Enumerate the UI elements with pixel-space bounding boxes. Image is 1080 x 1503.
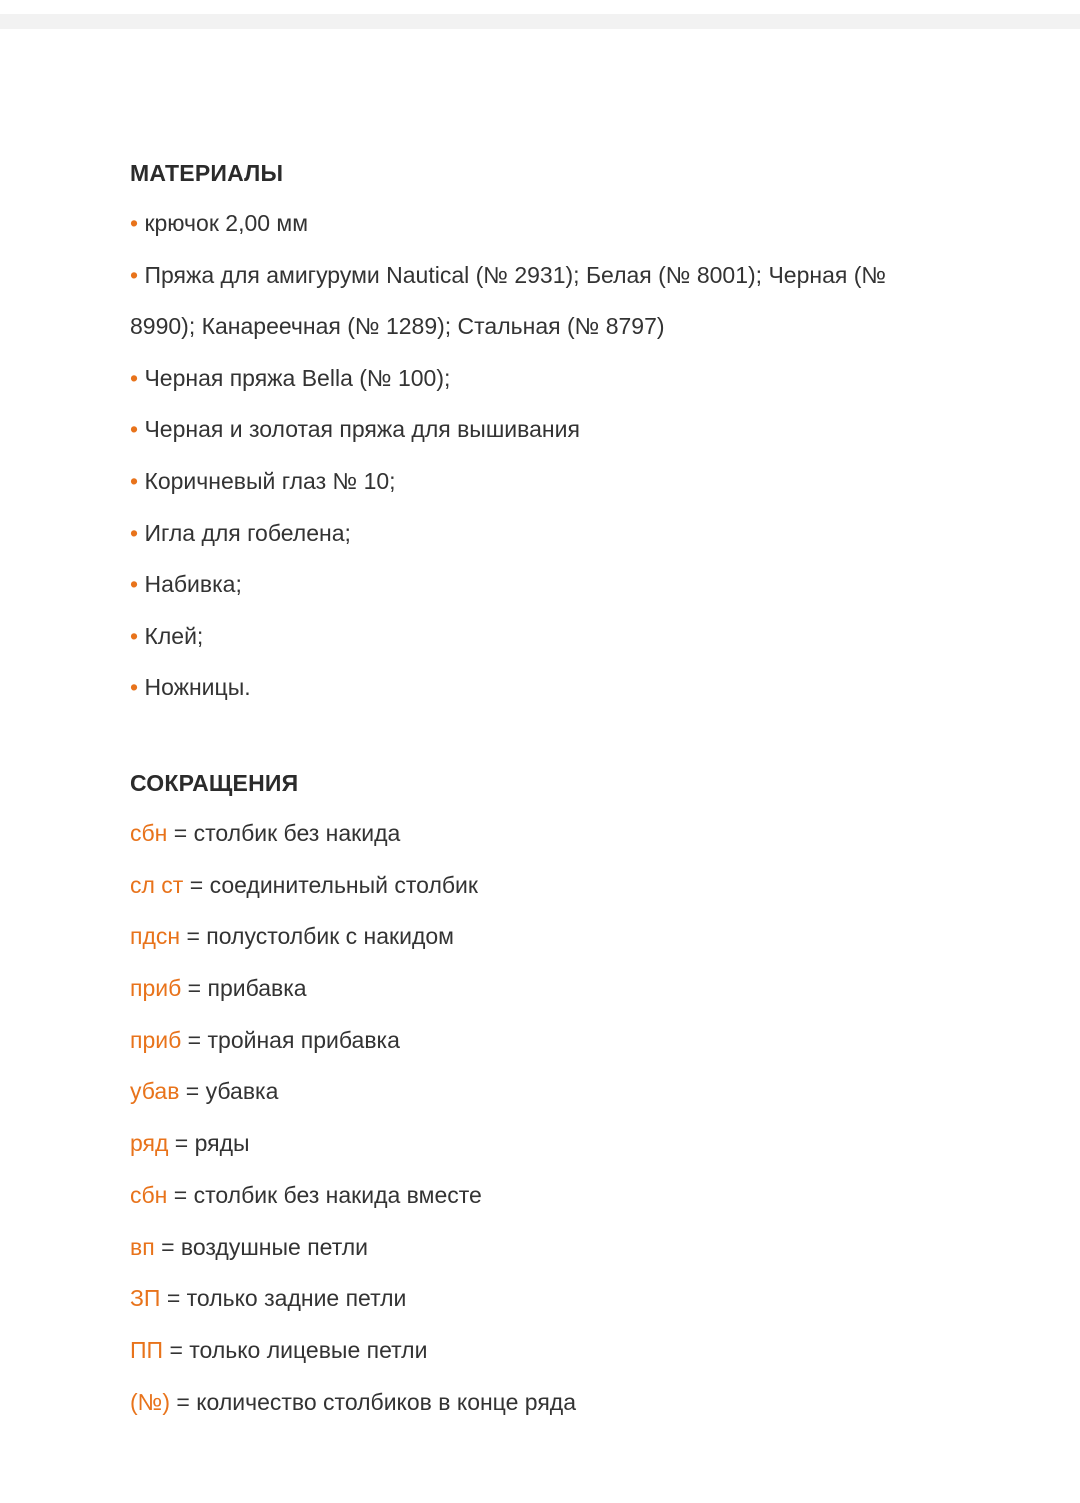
bullet-icon: • <box>130 519 139 546</box>
abbreviations-title: СОКРАЩЕНИЯ <box>130 769 299 796</box>
bullet-icon: • <box>130 364 139 391</box>
abbreviation-desc: = только задние петли <box>160 1285 407 1312</box>
abbreviation-desc: = воздушные петли <box>154 1233 368 1260</box>
material-text: Ножницы. <box>144 674 251 701</box>
abbreviation-item <box>130 1325 950 1377</box>
abbreviation-item <box>130 911 950 963</box>
list-item <box>130 508 950 560</box>
list-item <box>130 662 950 714</box>
abbreviation-desc: = количество столбиков в конце ряда <box>170 1388 576 1415</box>
abbreviation-key: ПП <box>130 1336 164 1363</box>
list-item <box>130 198 950 250</box>
abbreviation-key: ряд <box>130 1130 169 1157</box>
abbreviation-item <box>130 1015 950 1067</box>
bullet-icon: • <box>130 467 139 494</box>
material-text: Пряжа для амигуруми Nautical (№ 2931); Белая (№ 8001); Черная (№ <box>144 261 887 288</box>
material-text: 8990); Канареечная (№ 1289); Стальная (№ 8797) <box>130 313 665 340</box>
abbreviation-key: сбн <box>130 819 168 846</box>
list-item-continuation <box>130 301 950 353</box>
abbreviation-item <box>130 1170 950 1222</box>
bullet-icon: • <box>130 261 139 288</box>
materials-title: МАТЕРИАЛЫ <box>130 160 284 186</box>
abbreviation-key: приб <box>130 1026 182 1053</box>
abbreviation-item <box>130 1273 950 1325</box>
abbreviation-item <box>130 808 950 860</box>
abbreviation-desc: = полустолбик с накидом <box>180 923 454 950</box>
bullet-icon: • <box>130 674 139 701</box>
abbreviation-desc: = соединительный столбик <box>183 871 478 898</box>
list-item <box>130 353 950 405</box>
abbreviation-desc: = столбик без накида <box>167 819 401 846</box>
abbreviation-key: пдсн <box>130 923 181 950</box>
bullet-icon: • <box>130 622 139 649</box>
material-text: Черная и золотая пряжа для вышивания <box>144 416 580 443</box>
abbreviation-desc: = только лицевые петли <box>163 1336 428 1363</box>
abbreviation-key: вп <box>130 1233 155 1260</box>
abbreviation-key: убав <box>130 1078 180 1105</box>
abbreviation-key: ЗП <box>130 1285 161 1312</box>
abbreviation-key: сбн <box>130 1181 168 1208</box>
abbreviation-desc: = тройная прибавка <box>181 1026 400 1053</box>
list-item <box>130 456 950 508</box>
abbreviation-item <box>130 1222 950 1274</box>
abbreviation-desc: = ряды <box>168 1130 250 1157</box>
material-text: Набивка; <box>144 571 242 598</box>
bullet-icon: • <box>130 416 139 443</box>
abbreviation-item <box>130 1377 950 1429</box>
abbreviations-list <box>130 808 950 1428</box>
abbreviation-item <box>130 1066 950 1118</box>
abbreviation-item <box>130 963 950 1015</box>
material-text: Коричневый глаз № 10; <box>144 467 396 494</box>
abbreviation-item <box>130 1118 950 1170</box>
list-item <box>130 611 950 663</box>
materials-list <box>130 198 950 714</box>
material-text: крючок 2,00 мм <box>144 210 309 236</box>
document-content <box>130 156 950 1428</box>
abbreviation-desc: = столбик без накида вместе <box>167 1181 482 1208</box>
list-item <box>130 404 950 456</box>
abbreviation-key: приб <box>130 975 182 1002</box>
abbreviation-key: сл ст <box>130 871 184 898</box>
abbreviation-item <box>130 860 950 912</box>
abbreviation-key: (№) <box>130 1388 170 1415</box>
abbreviation-desc: = прибавка <box>181 975 307 1002</box>
abbreviation-desc: = убавка <box>179 1078 279 1105</box>
material-text: Клей; <box>144 622 204 649</box>
material-text: Игла для гобелена; <box>144 519 351 546</box>
list-item <box>130 559 950 611</box>
bullet-icon: • <box>130 210 139 236</box>
top-bar <box>0 14 1080 29</box>
list-item <box>130 250 950 302</box>
bullet-icon: • <box>130 571 139 598</box>
material-text: Черная пряжа Bella (№ 100); <box>144 364 451 391</box>
